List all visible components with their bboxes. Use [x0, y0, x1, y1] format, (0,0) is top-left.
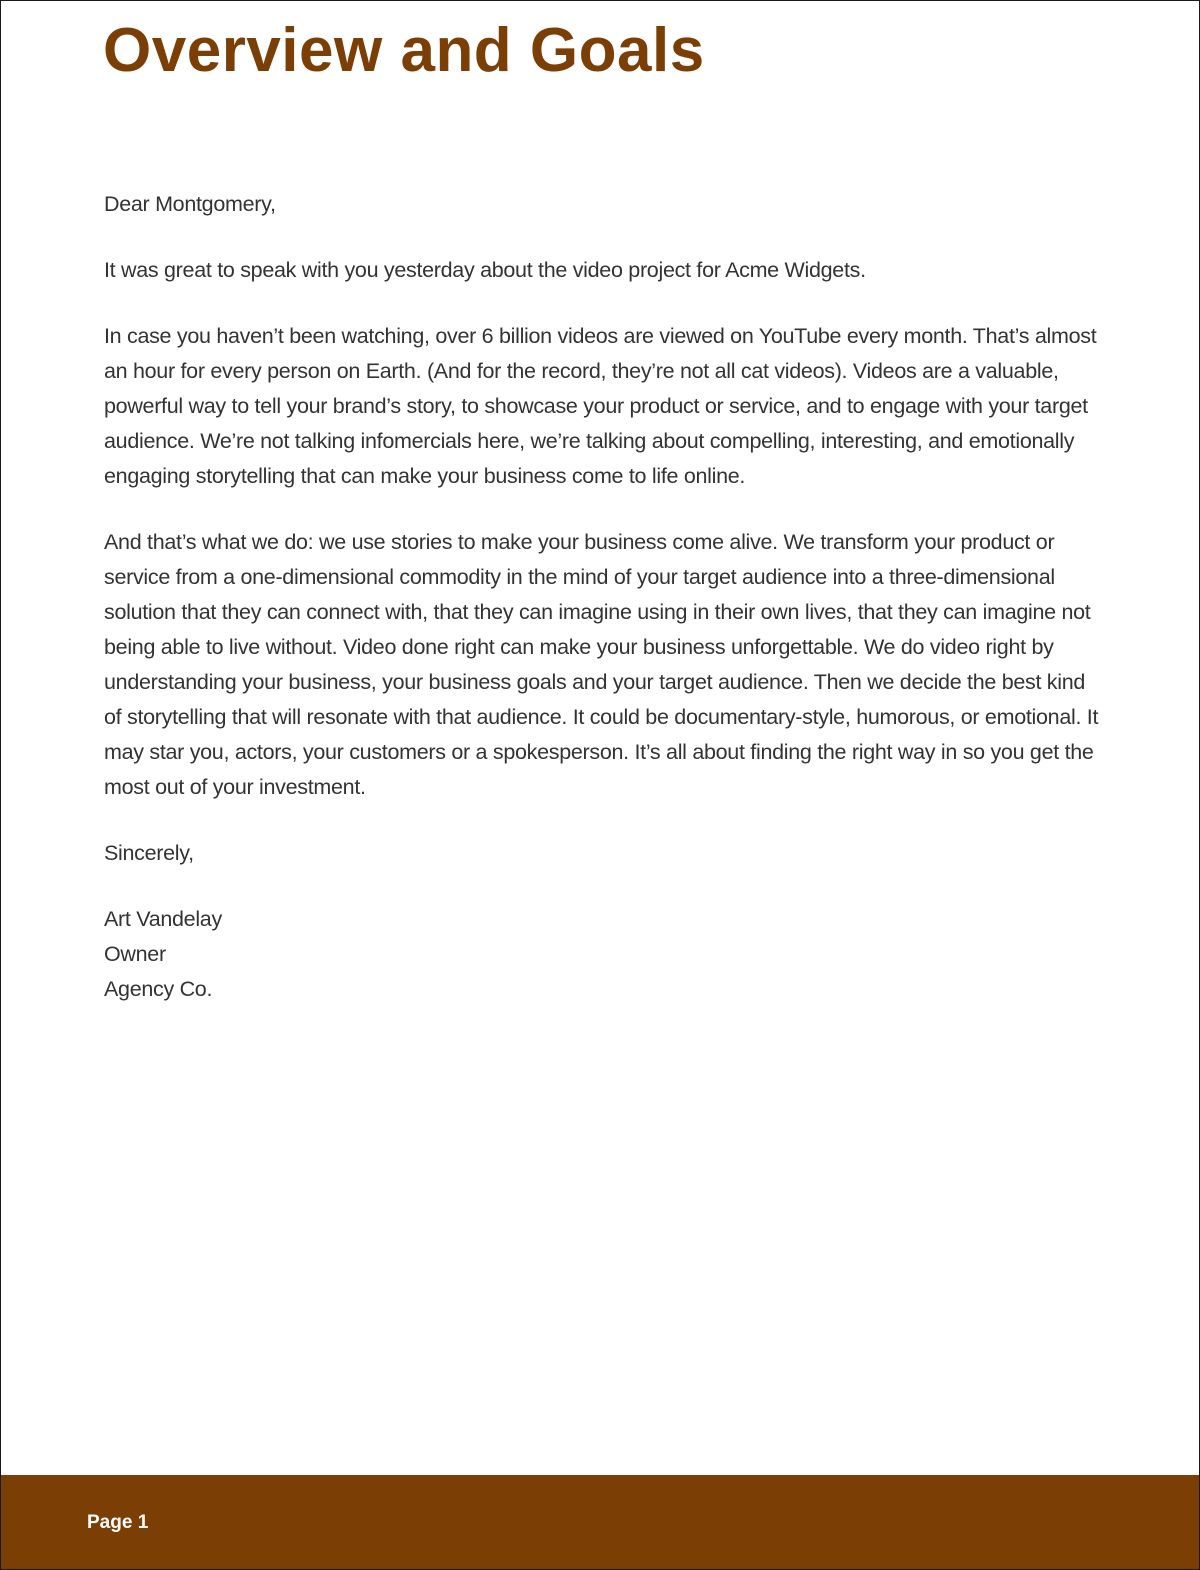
- salutation: Dear Montgomery,: [104, 192, 276, 216]
- signature-name: Art Vandelay: [104, 907, 222, 931]
- signature-company: Agency Co.: [104, 977, 213, 1001]
- page-footer: [1, 1475, 1199, 1569]
- page-number: Page 1: [87, 1512, 149, 1533]
- paragraph-storytelling: And that’s what we do: we use stories to make your business come alive. We transform your product or service from a one-dimensional commodity in the mind of your target audience into a three-dimensional solution that they can connect with, that they can imagine using in their own lives, that they can imagine not being able to live without. Video done right can make your business unforgettable. We do video right by understanding your business, your business goals and your target audience. Then we decide the best kind of storytelling that will resonate with that audience. It could be documentary-style, humorous, or emotional. It may star you, actors, your customers or a spokesperson. It’s all about finding the right way in so you get the most out of your investment.: [104, 530, 1099, 799]
- paragraph-intro: It was great to speak with you yesterday about the video project for Acme Widgets.: [104, 258, 866, 282]
- letter-body: [104, 187, 1104, 1038]
- closing: Sincerely,: [104, 841, 194, 865]
- paragraph-video-stats: In case you haven’t been watching, over 6 billion videos are viewed on YouTube every month. That’s almost an hour for every person on Earth. (And for the record, they’re not all cat videos). Videos are a valuable, powerful way to tell your brand’s story, to showcase your product or service, and to engage with your target audience. We’re not talking infomercials here, we’re talking about compelling, interesting, and emotionally engaging storytelling that can make your business come to life online.: [104, 324, 1097, 488]
- signature-role: Owner: [104, 942, 166, 966]
- page-title: Overview and Goals: [103, 16, 705, 85]
- signature-block: [104, 902, 1104, 1007]
